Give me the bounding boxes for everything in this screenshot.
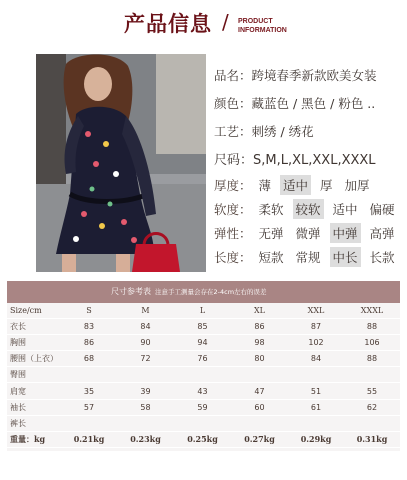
table-cell: 86	[231, 319, 288, 335]
thickness-row	[214, 175, 375, 195]
softness-row	[214, 199, 400, 219]
table-header-cell: M	[117, 303, 174, 319]
table-cell: 47	[231, 383, 288, 399]
table-cell	[344, 367, 400, 383]
title-separator: /	[222, 10, 229, 34]
size-chart	[7, 281, 400, 451]
size-chart-title: 尺寸参考表	[111, 287, 151, 296]
elasticity-option-selected: 中弹	[330, 223, 361, 243]
table-cell: 84	[288, 351, 344, 367]
softness-option: 柔软	[258, 202, 284, 217]
table-cell	[288, 367, 344, 383]
table-cell: 35	[61, 383, 117, 399]
table-cell: 0.29kg	[288, 431, 344, 447]
subtitle-line-1: PRODUCT	[238, 18, 273, 25]
table-cell	[61, 415, 117, 431]
table-header-cell: XXXL	[344, 303, 400, 319]
page-subtitle	[238, 17, 287, 35]
size-chart-note: 注意手工测量会存在2-4cm左右的误差	[155, 288, 267, 296]
table-row-label: 袖长	[7, 399, 61, 415]
table-header-cell: S	[61, 303, 117, 319]
table-cell	[344, 415, 400, 431]
thickness-option: 厚	[320, 178, 333, 193]
table-row	[7, 399, 400, 415]
elasticity-row	[214, 223, 400, 243]
table-row-label: 腰围（上衣）	[7, 351, 61, 367]
table-cell: 76	[174, 351, 231, 367]
table-cell: 80	[231, 351, 288, 367]
table-cell: 86	[61, 335, 117, 351]
table-row	[7, 383, 400, 399]
elasticity-option: 微弹	[295, 226, 321, 241]
table-header-cell: Size/cm	[7, 303, 61, 319]
craft-label: 工艺：	[214, 124, 252, 139]
softness-option-selected: 较软	[293, 199, 324, 219]
table-row	[7, 415, 400, 431]
softness-option: 偏硬	[369, 202, 395, 217]
elasticity-option: 高弹	[369, 226, 395, 241]
table-row	[7, 351, 400, 367]
table-row-label: 胸围	[7, 335, 61, 351]
table-row-label: 臀围	[7, 367, 61, 383]
table-cell: 61	[288, 399, 344, 415]
color-label: 颜色：	[214, 96, 252, 111]
table-cell: 88	[344, 351, 400, 367]
table-cell: 59	[174, 399, 231, 415]
table-cell: 62	[344, 399, 400, 415]
table-cell: 57	[61, 399, 117, 415]
softness-label: 软度：	[214, 202, 252, 217]
size-label: 尺码：	[214, 153, 254, 168]
table-cell	[61, 367, 117, 383]
table-cell: 0.31kg	[344, 431, 400, 447]
table-cell: 51	[288, 383, 344, 399]
table-row-label: 裤长	[7, 415, 61, 431]
size-chart-header	[7, 281, 400, 303]
table-row	[7, 367, 400, 383]
table-cell: 0.23kg	[117, 431, 174, 447]
product-info-header	[0, 0, 407, 50]
table-cell	[117, 415, 174, 431]
table-row-label: 重量：kg	[7, 431, 61, 447]
table-cell	[231, 367, 288, 383]
color-row	[214, 94, 375, 112]
color-value: 藏蓝色 / 黑色 / 粉色 ..	[251, 96, 376, 111]
craft-value: 刺绣 / 绣花	[251, 124, 314, 139]
table-cell	[174, 415, 231, 431]
table-cell: 102	[288, 335, 344, 351]
table-header-cell: XXL	[288, 303, 344, 319]
softness-option: 适中	[332, 202, 358, 217]
page-title: 产品信息	[124, 12, 212, 36]
table-cell: 84	[117, 319, 174, 335]
thickness-option: 加厚	[344, 178, 370, 193]
table-cell: 68	[61, 351, 117, 367]
table-cell: 60	[231, 399, 288, 415]
length-option: 常规	[295, 250, 321, 265]
size-table-header-row	[7, 303, 400, 319]
table-cell: 72	[117, 351, 174, 367]
product-name-row	[214, 66, 377, 84]
product-name-value: 跨境春季新款欧美女装	[251, 68, 377, 83]
table-header-cell: L	[174, 303, 231, 319]
table-cell: 43	[174, 383, 231, 399]
table-cell: 87	[288, 319, 344, 335]
thickness-option-selected: 适中	[280, 175, 311, 195]
length-option: 短款	[258, 250, 284, 265]
table-row-label: 肩宽	[7, 383, 61, 399]
table-cell	[117, 367, 174, 383]
table-cell: 90	[117, 335, 174, 351]
table-cell	[174, 367, 231, 383]
table-cell: 85	[174, 319, 231, 335]
table-cell: 83	[61, 319, 117, 335]
table-cell: 0.25kg	[174, 431, 231, 447]
table-cell: 58	[117, 399, 174, 415]
table-row	[7, 319, 400, 335]
table-cell: 94	[174, 335, 231, 351]
table-cell: 98	[231, 335, 288, 351]
product-photo	[36, 54, 206, 272]
table-cell: 0.27kg	[231, 431, 288, 447]
table-cell: 0.21kg	[61, 431, 117, 447]
table-cell: 106	[344, 335, 400, 351]
craft-row	[214, 122, 314, 140]
length-option: 长款	[369, 250, 395, 265]
table-row-weight	[7, 431, 400, 447]
subtitle-line-2: INFORMATION	[238, 27, 287, 34]
thickness-label: 厚度：	[214, 178, 252, 193]
table-row-label: 衣长	[7, 319, 61, 335]
table-cell: 55	[344, 383, 400, 399]
product-name-label: 品名：	[214, 68, 252, 83]
size-row	[214, 149, 376, 168]
table-cell: 88	[344, 319, 400, 335]
table-row	[7, 335, 400, 351]
elasticity-label: 弹性：	[214, 226, 252, 241]
length-label: 长度：	[214, 250, 252, 265]
table-header-cell: XL	[231, 303, 288, 319]
elasticity-option: 无弹	[258, 226, 284, 241]
thickness-option: 薄	[258, 178, 272, 193]
size-value: S,M,L,XL,XXL,XXXL	[253, 153, 376, 168]
table-cell	[288, 415, 344, 431]
length-row	[214, 247, 400, 267]
table-cell: 39	[117, 383, 174, 399]
table-cell	[231, 415, 288, 431]
length-option-selected: 中长	[330, 247, 361, 267]
size-table	[7, 303, 400, 448]
